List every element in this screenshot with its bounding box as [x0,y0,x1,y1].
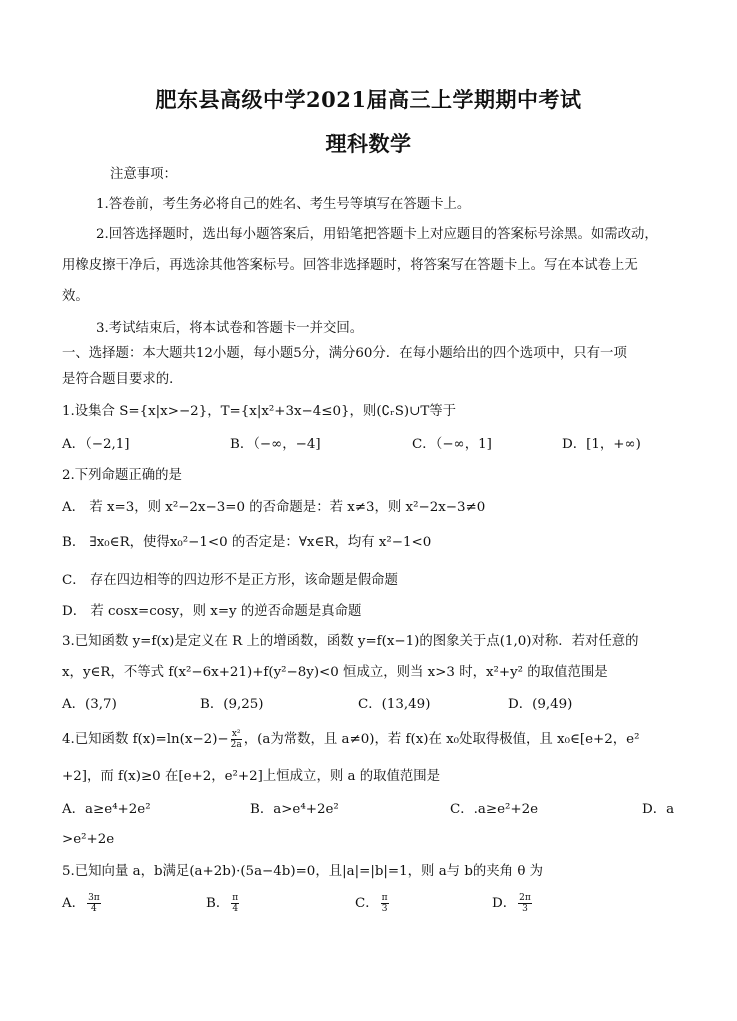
q1-option-b: B．（−∞，−4] [230,437,321,452]
q2-option-a: A． 若 x=3，则 x²−2x−3=0 的否命题是：若 x≠3，则 x²−2x−3≠0 [62,500,486,515]
q2-option-c: C． 存在四边相等的四边形不是正方形，该命题是假命题 [62,573,398,588]
q5-option-c-label: C． [355,896,379,911]
q4-stem-prefix: 4.已知函数 f(x)=ln(x−2)− [62,732,229,747]
q5-option-a [62,893,103,914]
q5-option-b-numerator: π [232,893,239,903]
notice-item-2-line-3: 效。 [62,289,89,304]
q4-fraction [231,729,242,750]
q5-option-b-fraction [231,893,239,914]
q5-option-d-fraction [518,893,532,914]
q4-option-b: B．a>e⁴+2e² [250,802,339,817]
q4-option-a: A．a≥e⁴+2e² [62,802,151,817]
notice-item-2-line-2: 用橡皮擦干净后，再选涂其他答案标号。回答非选择题时，将答案写在答题卡上。写在本试卷上无 [62,258,638,273]
q3-option-b: B．(9,25) [200,697,264,712]
q5-option-c-fraction [381,893,389,914]
notice-item-3: 3.考试结束后，将本试卷和答题卡一并交回。 [96,321,364,336]
q5-option-b [206,893,241,914]
q5-option-a-denominator: 4 [91,904,97,914]
q1-option-c: C．（−∞，1] [412,437,492,452]
q4-option-c: C．.a≥e²+2e [450,802,539,817]
q4-option-d-continued: >e²+2e [62,832,115,847]
q3-stem-line-2: x，y∈R，不等式 f(x²−6x+21)+f(y²−8y)<0 恒成立，则当 x>3 时，x²+y² 的取值范围是 [62,665,608,680]
notice-item-1: 1.答卷前，考生务必将自己的姓名、考生号等填写在答题卡上。 [96,197,471,212]
q5-option-a-numerator: 3π [88,893,100,903]
q5-option-c-denominator: 3 [381,904,388,914]
q2-option-d: D． 若 cosx=cosy，则 x=y 的逆否命题是真命题 [62,604,362,619]
q5-option-d [492,893,534,914]
q4-option-d: D．a [642,802,675,817]
q5-option-a-label: A． [62,896,86,911]
q3-stem-line-1: 3.已知函数 y=f(x)是定义在 R 上的增函数，函数 y=f(x−1)的图象关于点(1,0)对称．若对任意的 [62,634,639,649]
q5-stem: 5.已知向量 a，b满足(a+2b)·(5a−4b)=0，且|a|=|b|=1，则 a与 b的夹角 θ 为 [62,864,544,879]
q3-option-c: C．(13,49) [358,697,431,712]
notice-heading: 注意事项： [110,167,177,182]
q5-option-c [355,893,391,914]
q3-option-a: A．(3,7) [62,697,117,712]
section-heading-line-2: 是符合题目要求的． [62,372,183,387]
q5-option-a-fraction [87,893,101,914]
q5-option-d-denominator: 3 [522,904,528,914]
q5-option-c-numerator: π [381,893,388,903]
q3-option-d: D．(9,49) [508,697,573,712]
exam-subtitle: 理科数学 [325,131,412,156]
q4-fraction-denominator: 2a [230,740,242,750]
q1-option-a: A．（−2,1] [62,437,130,452]
q4-stem-line-1 [62,729,639,750]
q4-fraction-numerator: x² [231,729,241,739]
q2-stem: 2.下列命题正确的是 [62,468,182,483]
q5-option-b-denominator: 4 [232,904,239,914]
notice-item-2-line-1: 2.回答选择题时，选出每小题答案后，用铅笔把答题卡上对应题目的答案标号涂黑。如需改动， [96,227,658,242]
q2-option-b: B． ∃x₀∈R，使得x₀²−1<0 的否定是：∀x∈R，均有 x²−1<0 [62,535,432,550]
section-heading-line-1: 一、选择题：本大题共12小题，每小题5分，满分60分．在每小题给出的四个选项中，只有一项 [62,346,627,361]
q1-stem: 1.设集合 S={x|x>−2}，T={x|x²+3x−4≤0}，则(∁ᵣS)∪T等于 [62,404,457,419]
q4-stem-line-2: +2]，而 f(x)≥0 在[e+2，e²+2]上恒成立，则 a 的取值范围是 [62,769,441,784]
q1-option-d: D．[1，+∞) [562,437,641,452]
q5-option-d-label: D． [492,896,517,911]
q4-stem-suffix: ，(a为常数，且 a≠0)，若 f(x)在 x₀处取得极值，且 x₀∈[e+2，e² [243,732,640,747]
exam-title: 肥东县高级中学2021届高三上学期期中考试 [155,87,582,112]
q5-option-b-label: B． [206,896,230,911]
q5-option-d-numerator: 2π [519,893,531,903]
